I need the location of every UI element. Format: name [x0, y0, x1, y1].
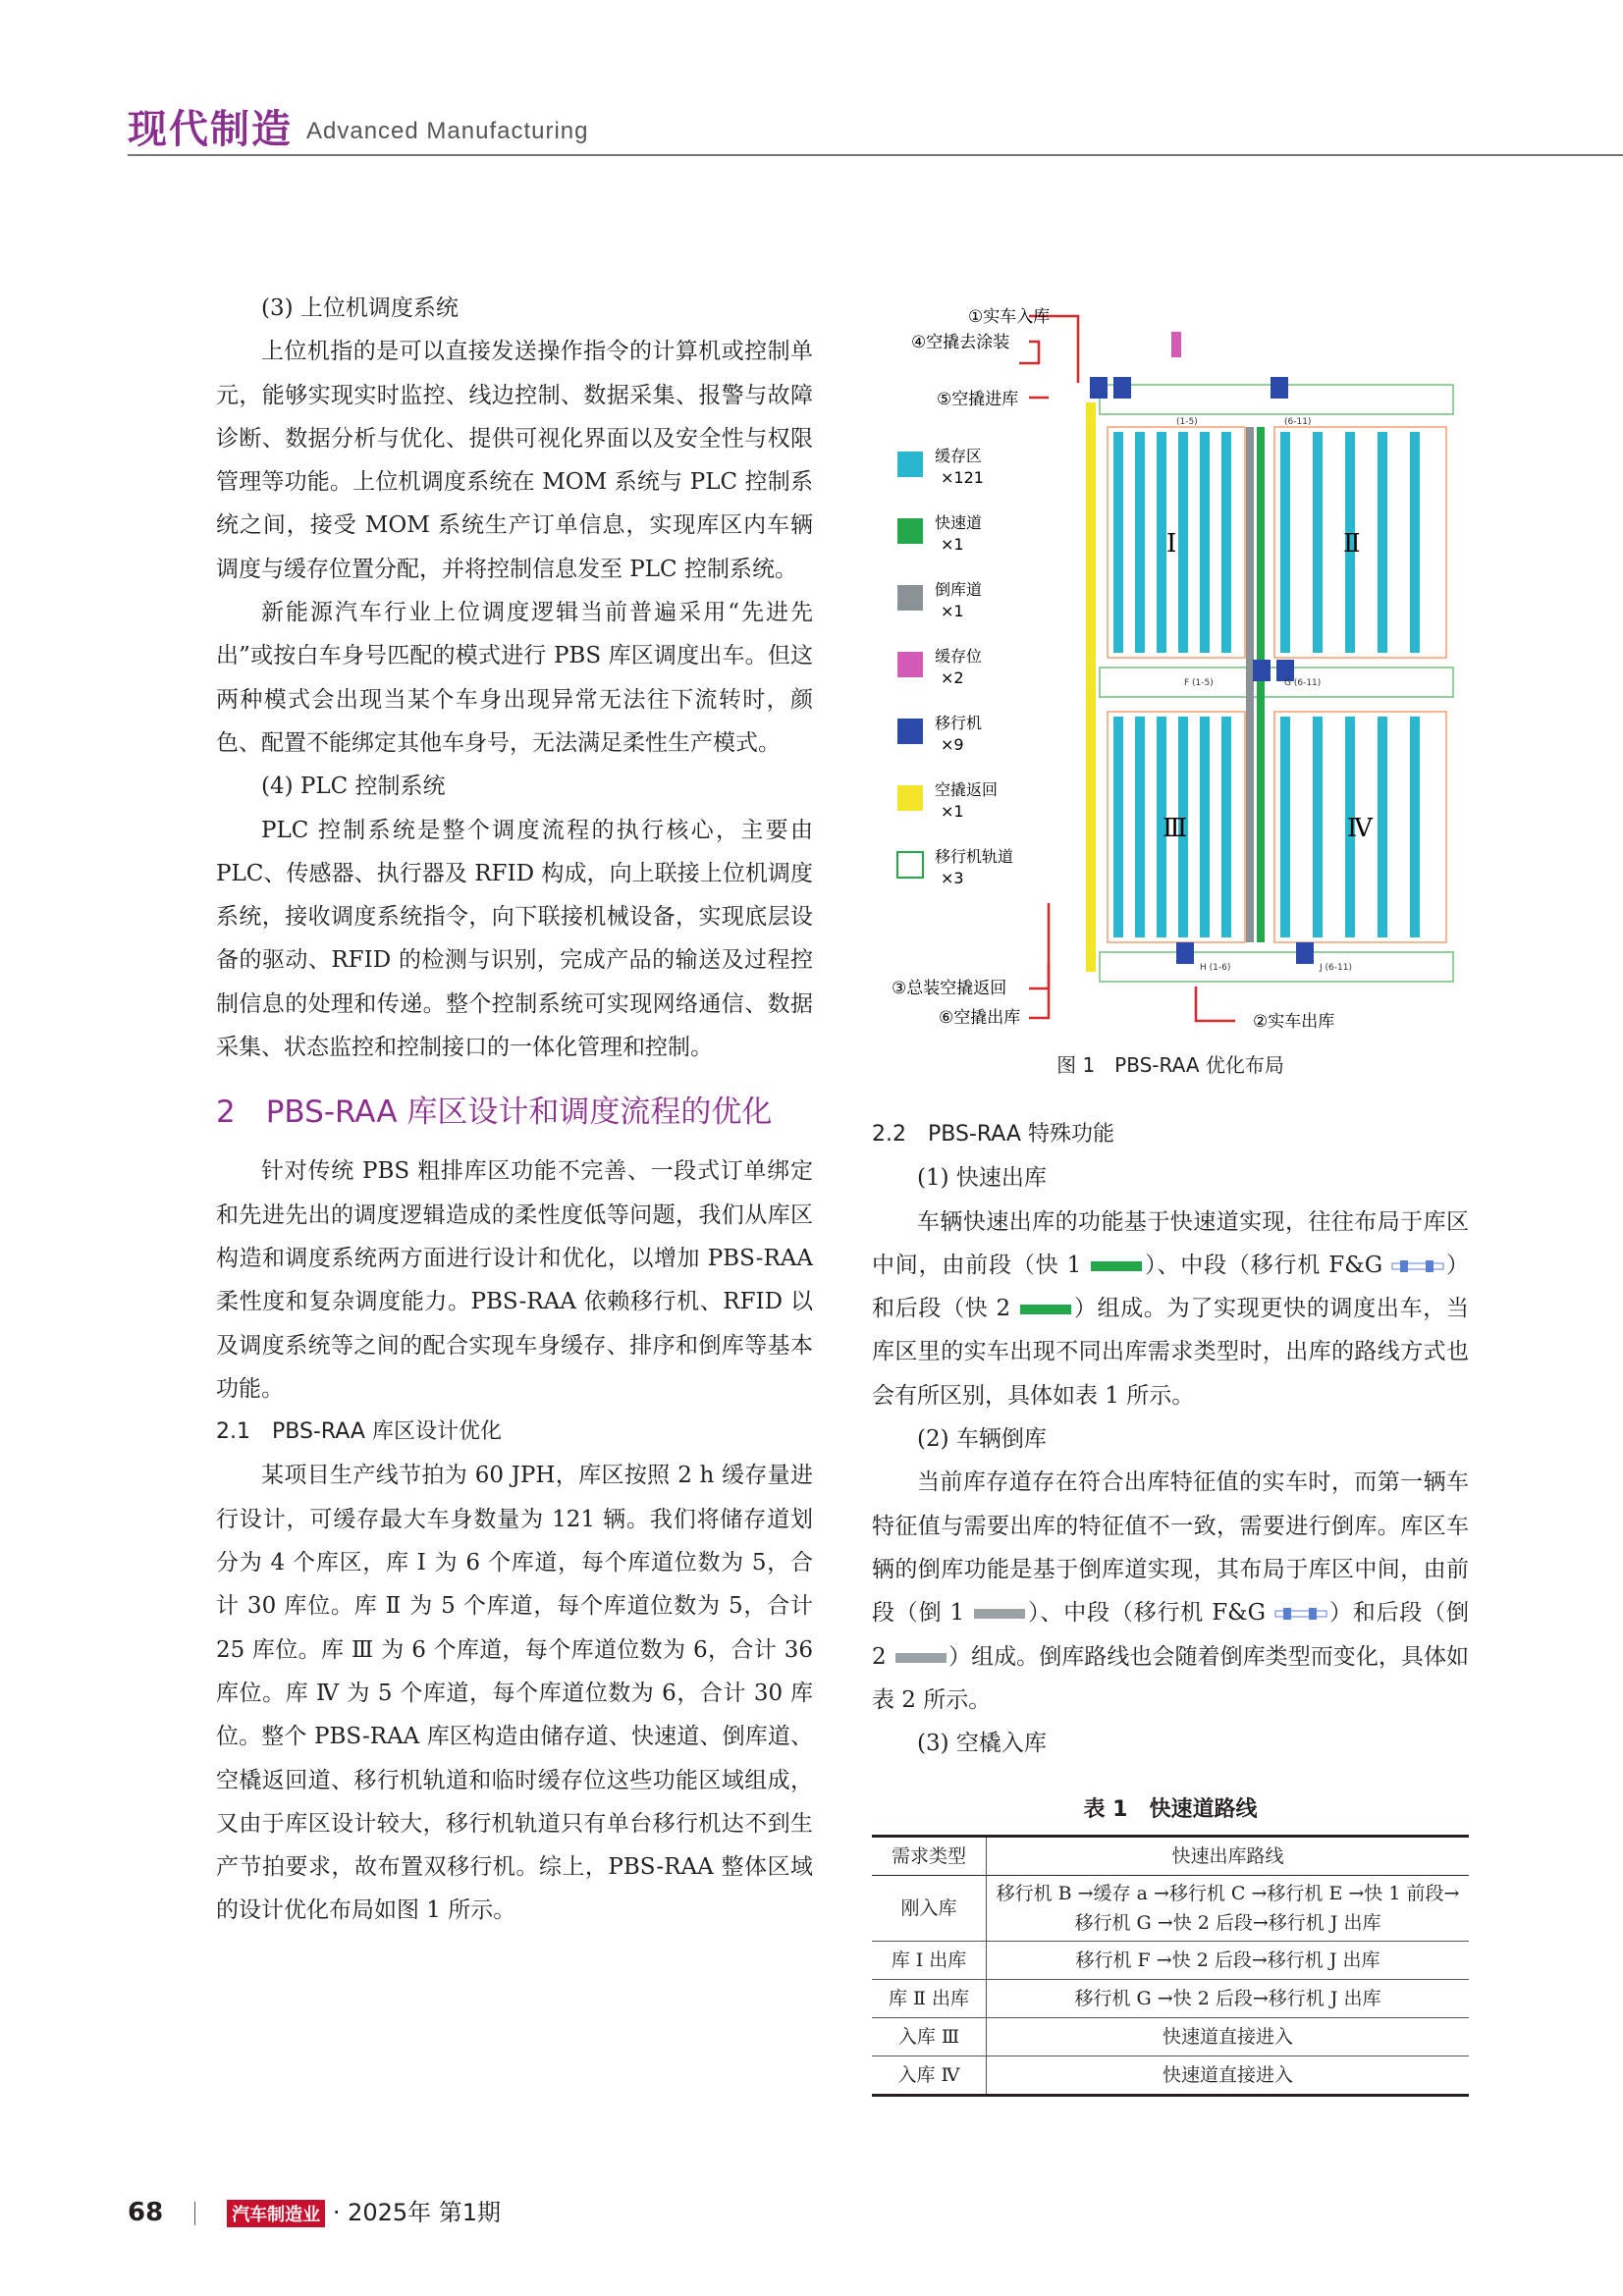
storage-lane: [1280, 717, 1290, 937]
storage-lane: [1410, 717, 1420, 937]
fast-lane-table: [872, 1835, 1469, 2097]
storage-lane: [1135, 432, 1145, 653]
subheading-fast-out: (1) 快速出库: [917, 1165, 1047, 1192]
text-run: ）、中段（移行机 F&G: [1027, 1600, 1274, 1627]
storage-lane: [1157, 432, 1166, 653]
issue-info: · 2025年 第1期: [332, 2199, 502, 2226]
table-cell: 快速道直接进入: [987, 2056, 1470, 2096]
zone-label: Ⅱ: [1343, 529, 1361, 559]
storage-lane: [1221, 717, 1231, 937]
header-rule: [128, 154, 1623, 156]
reverse-lane-icon: [893, 1649, 948, 1667]
skid-return-lane: [1086, 402, 1096, 972]
figure-caption: 图 1 PBS-RAA 优化布局: [1056, 1053, 1284, 1077]
section-heading-2-1: 2.1 PBS-RAA 库区设计优化: [216, 1419, 502, 1445]
storage-lane: [1200, 717, 1210, 937]
table-row: [872, 1980, 1469, 2018]
route-label: ⑥空撬出库: [939, 1008, 1021, 1028]
legend-swatch: [897, 785, 923, 811]
mover-rail-icon: [1273, 1605, 1328, 1623]
text-run: ）和后段（快 2: [872, 1252, 1469, 1322]
rail-label: J (6-11): [1320, 963, 1352, 973]
storage-lane: [1313, 432, 1323, 653]
route-label: ④空撬去涂装: [911, 333, 1010, 352]
storage-lane: [1178, 432, 1188, 653]
rail-label: F (1-5): [1184, 678, 1214, 688]
table-cell: 移行机 B →缓存 a →移行机 C →移行机 E →快 1 前段→移行机 G →快 2 后段→移行机 J 出库: [987, 1876, 1470, 1942]
storage-lane: [1113, 432, 1123, 653]
legend-count: ×1: [941, 802, 964, 821]
storage-lane: [1221, 432, 1231, 653]
table-cell: 刚入库: [900, 1897, 957, 1919]
paragraph: 新能源汽车行业上位调度逻辑当前普遍采用“先进先出”或按白车身号匹配的模式进行 PBS 库区调度出车。但这两种模式会出现当某个车身出现异常无法往下流转时，颜色、配置不能绑定其他车身号，无法满足柔性生产模式。: [216, 600, 813, 756]
route-label: ②实车出库: [1253, 1012, 1335, 1032]
route-label: ⑤空撬进库: [937, 390, 1019, 409]
text-run: ）组成。为了实现更快的调度出车，当库区里的实车出现不同出库需求类型时，出库的路线方式也会有所区别，具体如表 1 所示。: [872, 1296, 1469, 1409]
zone-label: Ⅲ: [1163, 814, 1188, 843]
legend-label: 缓存位: [935, 647, 983, 666]
paragraph: PLC 控制系统是整个调度流程的执行核心，主要由 PLC、传感器、执行器及 RFID 构成，向上联接上位机调度系统，接收调度系统指令，向下联接机械设备，实现底层设备的驱动、RFID 的检测与识别，完成产品的输送及过程控制信息的处理和传递。整个控制系统可实现网络通信、数据采集、状态监控和控制接口的一体化管理和控制。: [216, 817, 813, 1061]
table-header: 快速出库路线: [987, 1837, 1470, 1876]
storage-lane: [1378, 717, 1387, 937]
rail-label: (1-5): [1176, 417, 1198, 427]
table-header-row: [872, 1837, 1469, 1876]
subheading-plc: (4) PLC 控制系统: [261, 774, 446, 800]
fast-lane: [1257, 427, 1265, 942]
text-run: 车辆快速出库的功能基于快速道实现，往往布局于库区中间，由前段（快 1: [872, 1208, 1469, 1278]
legend-label: 倒库道: [935, 580, 983, 599]
storage-lanes: [1113, 432, 1420, 937]
legend-label: 移行机: [935, 714, 983, 732]
legend-label: 缓存区: [935, 447, 983, 465]
route-label: ①实车入库: [968, 307, 1051, 327]
paragraph: 针对传统 PBS 粗排库区功能不完善、一段式订单绑定和先进先出的调度逻辑造成的柔性度低等问题，我们从库区构造和调度系统两方面进行设计和优化，以增加 PBS-RAA 柔性度和复杂调度能力。PBS-RAA 依赖移行机、RFID 以及调度系统等之间的配合实现车身缓存、排序和倒库等基本功能。: [216, 1158, 813, 1402]
right-column: [872, 1113, 1469, 1765]
legend-label: 快速道: [935, 513, 983, 532]
subheading-empty-skid: (3) 空橇入库: [917, 1731, 1047, 1757]
zone-label: Ⅰ: [1166, 529, 1177, 559]
reverse-lane-icon: [972, 1605, 1027, 1623]
text-run: ）和后段（倒 2: [872, 1600, 1469, 1670]
storage-lane: [1410, 432, 1420, 653]
legend-count: ×2: [941, 668, 964, 687]
page-number: 68: [128, 2198, 164, 2227]
mover-rail-icon: [1390, 1257, 1445, 1275]
storage-lane: [1113, 717, 1123, 937]
layout-figure: [872, 294, 1559, 1041]
table-caption: 表 1 快速道路线: [1083, 1797, 1258, 1822]
table-header: 需求类型: [891, 1845, 966, 1867]
journal-title: 现代制造: [128, 107, 293, 152]
paragraph: 某项目生产线节拍为 60 JPH，库区按照 2 h 缓存量进行设计，可缓存最大车身数量为 121 辆。我们将储存道划分为 4 个库区，库 Ⅰ 为 6 个库道，每个库道位数为 5，合计 30 库位。库 Ⅱ 为 5 个库道，每个库道位数为 5，合计 25 库位。库 Ⅲ 为 6 个库道，每个库道位数为 6，合计 36 库位。库 Ⅳ 为 5 个库道，每个库道位数为 6，合计 30 库位。整个 PBS-RAA 库区构造由储存道、快速道、倒库道、空橇返回道、移行机轨道和临时缓存位这些功能区域组成，又由于库区设计较大，移行机轨道只有单台移行机达不到生产节拍要求，故布置双移行机。综上，PBS-RAA 整体区域的设计优化布局如图 1 所示。: [216, 1463, 813, 1924]
legend-swatch: [897, 585, 923, 611]
subheading-reverse: (2) 车辆倒库: [917, 1426, 1047, 1453]
fast-lane-icon: [1089, 1257, 1144, 1275]
rail-label: (6-11): [1284, 417, 1312, 427]
fast-lane-icon: [1018, 1301, 1073, 1318]
paragraph-reverse: [872, 1461, 1469, 1722]
table-row: [872, 1876, 1469, 1942]
legend-swatch: [897, 452, 923, 477]
storage-lane: [1200, 432, 1210, 653]
legend-label: 空撬返回: [935, 780, 999, 799]
section-heading-2-2: 2.2 PBS-RAA 特殊功能: [872, 1122, 1114, 1147]
legend-label: 移行机轨道: [935, 847, 1014, 866]
storage-lane: [1135, 717, 1145, 937]
transfer-rails: [1100, 385, 1453, 982]
legend-count: ×3: [941, 869, 964, 887]
subheading-upper-dispatch: (3) 上位机调度系统: [261, 295, 459, 321]
text-run: ）、中段（移行机 F&G: [1144, 1252, 1391, 1278]
table-cell: 快速道直接进入: [987, 2018, 1470, 2056]
table-cell: 入库 Ⅲ: [897, 2026, 960, 2048]
table-cell: 库 Ⅱ 出库: [889, 1988, 969, 2009]
table-row: [872, 2056, 1469, 2096]
legend-swatch: [897, 518, 923, 544]
legend-count: ×9: [941, 735, 964, 754]
table-cell: 库 Ⅰ 出库: [891, 1949, 967, 1971]
legend-count: ×1: [941, 535, 964, 554]
legend-count: ×1: [941, 602, 964, 620]
zone-label: Ⅳ: [1347, 814, 1373, 843]
legend-swatch: [897, 719, 923, 744]
table-row: [872, 2018, 1469, 2056]
storage-lane: [1313, 717, 1323, 937]
legend-swatch: [897, 652, 923, 677]
buffer-position: [1171, 332, 1181, 357]
reverse-lane: [1246, 427, 1254, 942]
storage-lane: [1378, 432, 1387, 653]
legend-count: ×121: [941, 468, 984, 487]
rail-label: G (6-11): [1284, 678, 1322, 688]
section-heading-2: 2 PBS-RAA 库区设计和调度流程的优化: [216, 1095, 773, 1131]
route-label: ③总装空撬返回: [892, 979, 1007, 998]
paragraph: 上位机指的是可以直接发送操作指令的计算机或控制单元，能够实现实时监控、线边控制、数据采集、报警与故障诊断、数据分析与优化、提供可视化界面以及安全性与权限管理等功能。上位机调度系统在 MOM 系统与 PLC 控制系统之间，接受 MOM 系统生产订单信息，实现库区内车辆调度与缓存位置分配，并将控制信息发至 PLC 控制系统。: [216, 339, 813, 582]
table-cell: 移行机 G →快 2 后段→移行机 J 出库: [987, 1980, 1470, 2018]
table-cell: 入库 Ⅳ: [897, 2064, 960, 2086]
figure-legend: [897, 447, 1013, 887]
journal-subtitle: Advanced Manufacturing: [306, 118, 589, 144]
text-run: 当前库存道存在符合出库特征值的实车时，而第一辆车特征值与需要出库的特征值不一致，需要进行倒库。库区车辆的倒库功能是基于倒库道实现，其布局于库区中间，由前段（倒 1: [872, 1469, 1469, 1627]
paragraph-fast-out: [872, 1201, 1469, 1417]
legend-swatch: [897, 852, 923, 878]
table-row: [872, 1942, 1469, 1980]
left-column: [216, 287, 813, 1933]
page-footer: [128, 2193, 501, 2227]
text-run: ）组成。倒库路线也会随着倒库类型而变化，具体如表 2 所示。: [872, 1643, 1470, 1713]
footer-divider: [194, 2202, 195, 2225]
magazine-logo: 汽车制造业: [227, 2200, 325, 2227]
rail-label: H (1-6): [1200, 963, 1231, 973]
storage-lane: [1280, 432, 1290, 653]
table-cell: 移行机 F →快 2 后段→移行机 J 出库: [987, 1942, 1470, 1980]
